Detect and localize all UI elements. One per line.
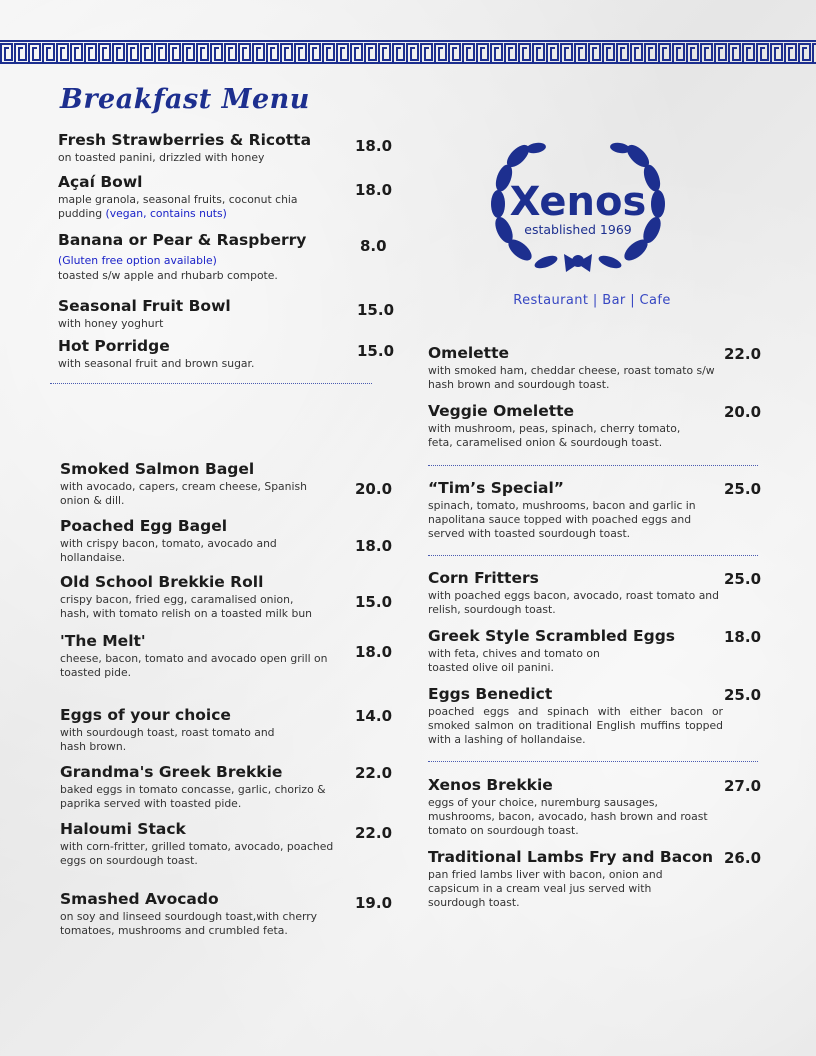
item-price: 14.0 [355,707,393,725]
item-name: Eggs Benedict [428,685,553,703]
item-price: 27.0 [724,777,762,795]
dotted-divider [50,383,372,384]
item-name: Omelette [428,344,509,362]
menu-item [58,131,348,165]
greek-key-border [0,40,816,64]
dotted-divider [428,465,758,466]
menu-item [428,685,723,747]
item-name: 'The Melt' [60,632,146,650]
dietary-note: (Gluten free option available) [58,254,217,267]
menu-item [428,627,678,675]
item-price: 25.0 [724,570,762,588]
item-name: Smashed Avocado [60,890,219,908]
menu-item [428,402,708,450]
dietary-note: (vegan, contains nuts) [105,207,227,220]
logo-established: established 1969 [524,222,632,237]
item-desc: with mushroom, peas, spinach, cherry tomato, feta, caramelised onion & sourdough toast. [428,422,681,449]
item-desc: toasted s/w apple and rhubarb compote. [58,269,278,282]
item-name: Haloumi Stack [60,820,186,838]
item-desc: poached eggs and spinach with either bacon or smoked salmon on traditional English muffins topped with a lashing of hollandaise. [428,705,723,746]
item-name: Seasonal Fruit Bowl [58,297,231,315]
logo-tagline: Restaurant | Bar | Cafe [513,293,671,308]
item-desc: maple granola, seasonal fruits, coconut chia pudding [58,193,298,220]
item-desc: on soy and linseed sourdough toast,with cherry tomatoes, mushrooms and crumbled feta. [60,910,318,937]
item-price: 19.0 [355,894,393,912]
item-desc: with honey yoghurt [58,317,164,330]
item-price: 8.0 [360,237,387,255]
menu-item [60,820,350,868]
item-desc: cheese, bacon, tomato and avocado open grill on toasted pide. [60,652,328,679]
item-desc: with corn-fritter, grilled tomato, avocado, poached eggs on sourdough toast. [60,840,334,867]
menu-item [428,479,728,541]
item-desc: with smoked ham, cheddar cheese, roast tomato s/w hash brown and sourdough toast. [428,364,715,391]
item-price: 18.0 [355,537,393,555]
item-name: Traditional Lambs Fry and Bacon [428,848,714,866]
item-price: 20.0 [724,403,762,421]
item-name: Smoked Salmon Bagel [60,460,255,478]
menu-item [428,848,728,910]
item-price: 22.0 [355,824,393,842]
item-name: Fresh Strawberries & Ricotta [58,131,312,149]
item-price: 15.0 [355,593,393,611]
dotted-divider [428,761,758,762]
item-name: Eggs of your choice [60,706,231,724]
item-price: 22.0 [724,345,762,363]
dotted-divider [428,555,758,556]
item-price: 15.0 [357,342,395,360]
item-price: 18.0 [355,643,393,661]
item-desc: on toasted panini, drizzled with honey [58,151,265,164]
item-name: Corn Fritters [428,569,539,587]
item-price: 26.0 [724,849,762,867]
item-desc: pan fried lambs liver with bacon, onion and capsicum in a cream veal jus served with sourdough toast. [428,868,663,909]
item-desc: baked eggs in tomato concasse, garlic, chorizo & paprika served with toasted pide. [60,783,326,810]
item-desc: with seasonal fruit and brown sugar. [58,357,255,370]
item-price: 22.0 [355,764,393,782]
item-desc: with avocado, capers, cream cheese, Spanish onion & dill. [60,480,307,507]
item-price: 18.0 [355,181,393,199]
menu-item [58,231,348,283]
menu-item [60,763,350,811]
item-desc: spinach, tomato, mushrooms, bacon and garlic in napolitana sauce topped with poached eggs and served with toasted sourdough toast. [428,499,696,540]
menu-item [60,573,320,621]
item-name: Poached Egg Bagel [60,517,228,535]
menu-item [58,337,348,371]
item-desc: with poached eggs bacon, avocado, roast tomato and relish, sourdough toast. [428,589,720,616]
item-name: Grandma's Greek Brekkie [60,763,283,781]
item-price: 25.0 [724,686,762,704]
logo-wordmark: Xenos [509,179,647,225]
menu-item [428,569,728,617]
item-desc: with crispy bacon, tomato, avocado and hollandaise. [60,537,277,564]
item-desc: crispy bacon, fried egg, caramalised onion, hash, with tomato relish on a toasted milk bun [60,593,313,620]
item-name: Veggie Omelette [428,402,575,420]
menu-item [60,632,350,680]
menu-item [428,776,728,838]
menu-item [60,460,320,508]
menu-title: Breakfast Menu [60,84,310,115]
menu-item [60,517,300,565]
item-price: 15.0 [357,301,395,319]
menu-item [428,344,728,392]
item-price: 25.0 [724,480,762,498]
item-name: Hot Porridge [58,337,170,355]
menu-item [60,890,350,938]
item-name: Xenos Brekkie [428,776,553,794]
item-price: 20.0 [355,480,393,498]
item-price: 18.0 [355,137,393,155]
item-desc: eggs of your choice, nuremburg sausages, mushrooms, bacon, avocado, hash brown and roast tomato on sourdough toast. [428,796,708,837]
item-name: Açaí Bowl [58,173,143,191]
menu-item [58,297,348,331]
item-name: Old School Brekkie Roll [60,573,264,591]
item-name: Greek Style Scrambled Eggs [428,627,676,645]
item-name: Banana or Pear & Raspberry [58,231,307,249]
menu-item [58,173,318,221]
item-desc: with feta, chives and tomato on toasted olive oil panini. [428,647,600,674]
item-desc: with sourdough toast, roast tomato and hash brown. [60,726,275,753]
item-price: 18.0 [724,628,762,646]
item-name: “Tim’s Special” [428,479,564,497]
menu-item [60,706,280,754]
